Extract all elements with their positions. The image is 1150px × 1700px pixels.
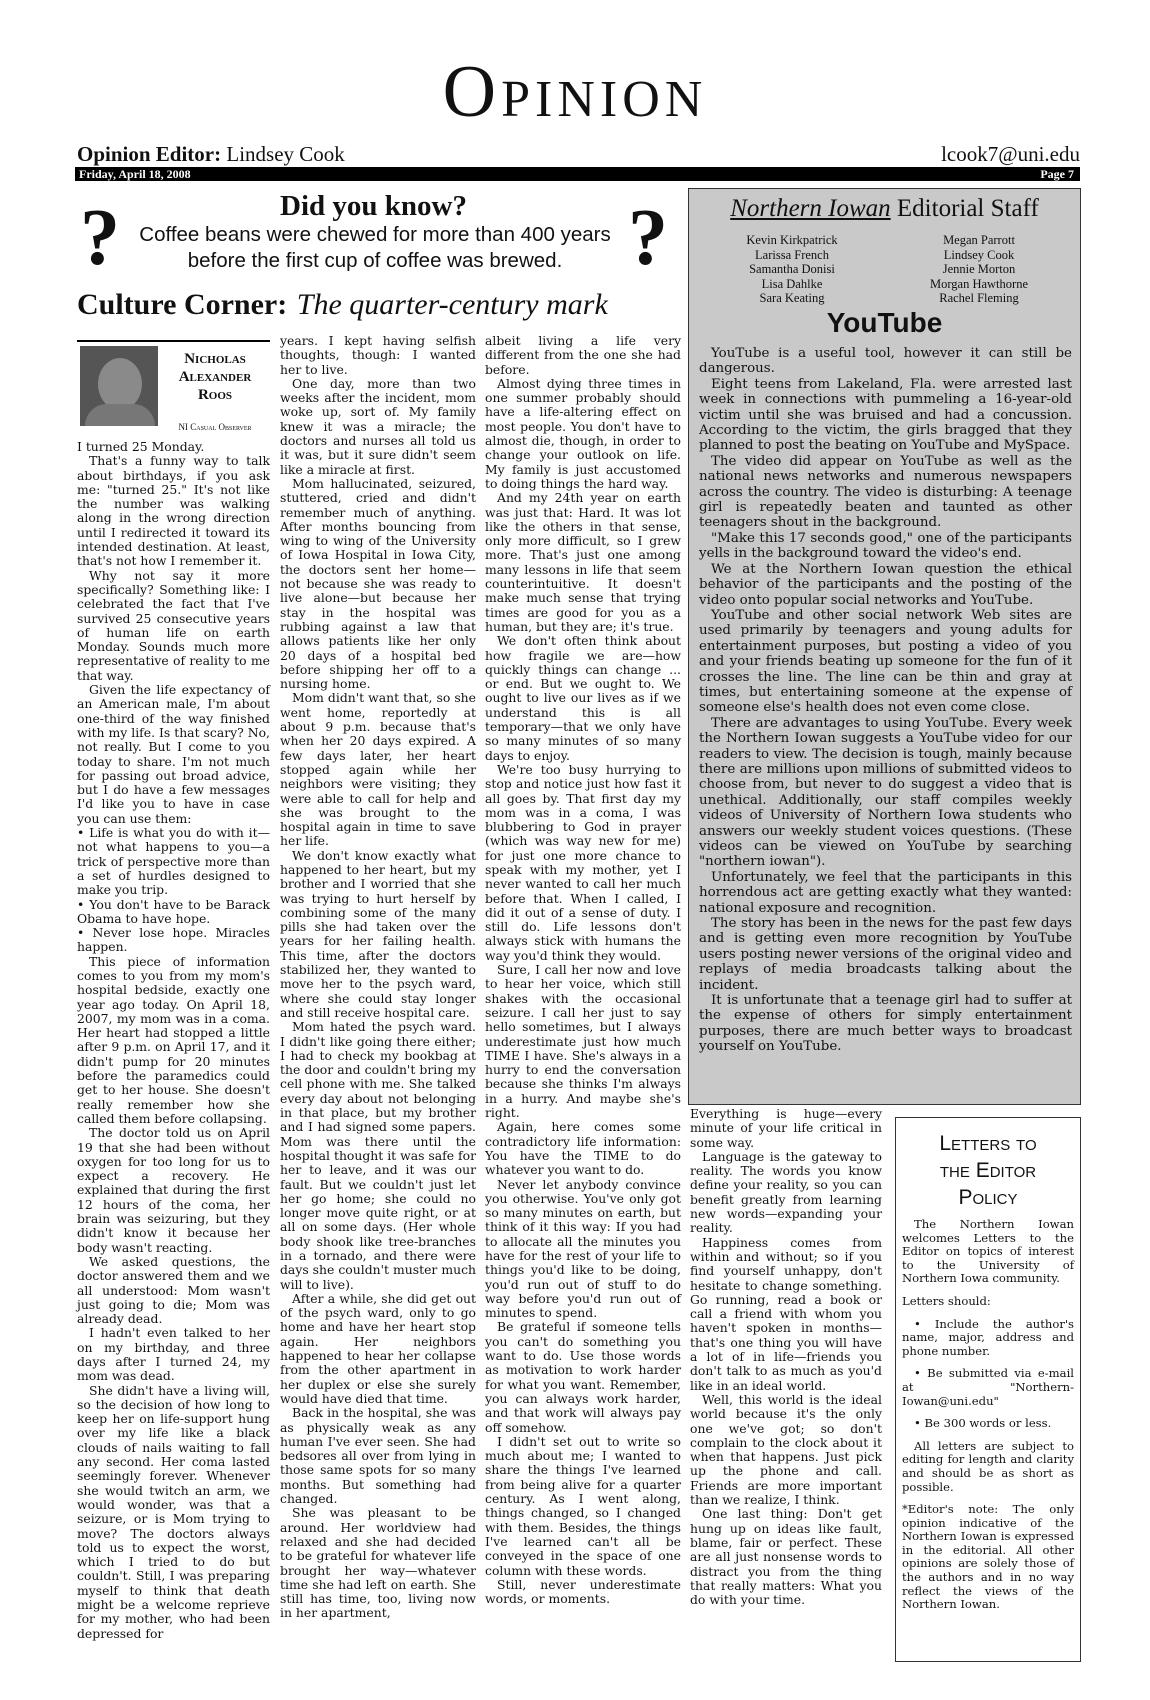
author-byline (77, 340, 270, 440)
article-paragraph: One day, more than two weeks after the incident, mom woke up, sort of. My family knew it was a miracle; the doctors and nurses all told us it was, but it sure didn't seem like a miracle at first. (280, 375, 476, 477)
editorial-paragraph: YouTube and other social network Web sites are used primarily by teenagers and young adults for entertainment purposes, but posting a video of you and your friends beating up someone for the fun of it crosses the line. The line can be thin and gray at times, but entertaining someone at the expense of someone else's health does not even come close. (699, 607, 1072, 716)
article-paragraph: We don't know exactly what happened to her heart, but my brother and I worried that she was trying to hurt herself by combining some of the many pills she had taken over the years for her failing health. This time, after the doctors stabilized her, they wanted to move her to the psych ward, where she could stay longer and still receive hospital care. (280, 847, 476, 1020)
issue-date: Friday, April 18, 2008 (79, 167, 191, 181)
staff-name: Rachel Fleming (939, 291, 1019, 305)
article-bullet: • You don't have to be Barack Obama to have hope. (77, 896, 270, 926)
culture-corner-headline (77, 287, 608, 322)
article-paragraph: albeit living a life very different from the one she had before. (485, 333, 681, 377)
editorial-paragraph: The story has been in the news for the past few days and is getting even more recognition by YouTube users posting newer versions of the original video and replays of media broadcasts talking about the incident. (699, 916, 1072, 993)
did-you-know-line1: Coffee beans were chewed for more than 400 years (139, 223, 611, 246)
author-role: NI Casual Observer (178, 422, 252, 432)
culture-corner-subtitle: The quarter-century mark (296, 288, 608, 321)
article-paragraph: Well, this world is the ideal world because it's the only one we've got; so don't complain to the clock about it when that happens. Just pick up the phone and call. Friends are more important than we realize, I think. (690, 1391, 882, 1508)
article-column-1 (77, 440, 270, 1641)
staff-title-paper: Northern Iowan (730, 195, 891, 222)
culture-corner-label: Culture Corner: (77, 288, 288, 321)
article-paragraph: years. I kept having selfish thoughts, though: I wanted her to live. (280, 333, 476, 377)
article-paragraph: Mom hated the psych ward. I didn't like going there either; I had to check my bookbag at the door and couldn't bring my cell phone with me. She talked every day about not belonging in that place, but my brother and I had signed some papers. Mom was there until the hospital thought it was safe for her to leave, and it was our fault. But we couldn't just let her go home; she could no longer move quite right, or at all on some days. (Her whole body shook like tree-branches in a tornado, and there were days she couldn't muster much will to live). (280, 1019, 476, 1292)
staff-name: Samantha Donisi (749, 262, 835, 276)
article-paragraph: This piece of information comes to you from my mom's hospital bedside, exactly one year ago today. On April 18, 2007, my mom was in a coma. Her heart had stopped a little after 9 p.m. on April 17, and it didn't pump for 20 minutes before the paramedics could get to her house. She doesn't really remember how she called them before collapsing. (77, 953, 270, 1126)
editorial-title: YouTube (826, 307, 943, 338)
letters-intro: The Northern Iowan welcomes Letters to the Editor on topics of interest to the University of Northern Iowa community. (902, 1217, 1074, 1286)
article-paragraph: After a while, she did get out of the psych ward, only to go home and have her heart stop again. Her neighbors happened to hear her collapse from the other apartment in her duplex or else she surely would have died that time. (280, 1290, 476, 1406)
letters-rule: • Include the author's name, major, address and phone number. (902, 1316, 1074, 1358)
article-paragraph: She didn't have a living will, so the decision of how long to keep her on life-support hung over my life like a black clouds of nails waiting to fall any second. Her coma lasted seemingly forever. Whenever she would twitch an arm, we would wonder, was that a seizure, or is Mom trying to move? The doctors always told us to expect the worst, which I tried to do but couldn't. Still, I was preparing myself to think that death might be a welcome reprieve for my mother, who had been depressed for (77, 1382, 270, 1641)
article-paragraph: Happiness comes from within and without; so if you find yourself unhappy, don't hesitate to change something. Go running, read a book or call a friend with whom you haven't spoken in months—that's one thing you will have a lot of in life—friends you don't talk to as much as you'd like in an ideal world. (690, 1234, 882, 1393)
editorial-paragraph: We at the Northern Iowan question the ethical behavior of the participants and the posting of the video onto popular social networks and YouTube. (699, 561, 1072, 608)
editorial-paragraph: The video did appear on YouTube as well as the national news networks and numerous newspapers across the country. The video is disturbing: A teenage girl is repeatedly beaten and taunted as other teenagers shout in the background. (699, 453, 1072, 531)
letters-note: *Editor's note: The only opinion indicative of the Northern Iowan is expressed in the editorial. All other opinions are solely those of the authors and in no way reflect the views of the Northern Iowan. (902, 1502, 1074, 1612)
article-paragraph: Everything is huge—every minute of your life critical in some way. (690, 1106, 882, 1150)
letters-should: Letters should: (902, 1293, 991, 1308)
author-first-name: Nicholas (184, 351, 246, 367)
staff-title-rest: Editorial Staff (896, 195, 1039, 222)
letters-rule: • Be 300 words or less. (914, 1416, 1052, 1431)
editor-credit (77, 142, 345, 167)
editorial-body (699, 346, 1072, 1055)
staff-name: Morgan Hawthorne (929, 276, 1028, 291)
editor-label: Opinion Editor: (77, 142, 222, 166)
letters-policy-box (895, 1117, 1081, 1662)
section-title: Opinion (442, 51, 708, 133)
author-photo (80, 346, 158, 426)
staff-name: Larissa French (755, 247, 829, 262)
letters-title-line1: Letters to (939, 1132, 1037, 1155)
article-paragraph: Mom didn't want that, so she went home, reportedly at about 9 p.m. because that's when her 20 days expired. A few days later, her heart stopped again while her neighbors were visiting; they were able to call for help and she was brought to the hospital again in time to save her life. (280, 690, 476, 849)
article-paragraph: We don't often think about how fragile we are—how quickly things can change ... or end. But we ought to. We ought to live our lives as if we understand this is all temporary—that we only have so many minutes of so many days to enjoy. (485, 633, 681, 763)
author-last-name: Roos (197, 387, 233, 403)
article-column-2 (280, 334, 476, 1621)
question-mark-left: ? (80, 194, 120, 282)
editorial-paragraph: It is unfortunate that a teenage girl had to suffer at the expense of others for simply entertainment purposes, there are much better ways to broadcast yourself on YouTube. (699, 993, 1072, 1055)
article-paragraph: Language is the gateway to reality. The words you know define your reality, so you can benefit greatly from learning new words—expanding your reality. (690, 1148, 882, 1236)
staff-names-left (707, 233, 877, 306)
editor-email: lcook7@uni.edu (941, 142, 1080, 166)
question-mark-right: ? (628, 194, 668, 282)
article-column-4 (690, 1107, 882, 1607)
article-paragraph: Sure, I call her now and love to hear her voice, which still shakes with the occasional seizure. I call her just to say hello sometimes, but I always underestimate just how much TIME I have. She's always in a hurry to end the conversation because she thinks I'm always in a hurry. And maybe she's right. (485, 962, 681, 1121)
date-bar (75, 167, 1080, 181)
author-shoulders (85, 404, 155, 426)
staff-names-right (894, 233, 1064, 306)
article-paragraph: The doctor told us on April 19 that she had been without oxygen for too long for us to expect a recovery. He explained that during the first 12 hours of the coma, her brain was seizuring, but they didn't know it because her body wasn't reacting. (77, 1125, 270, 1255)
staff-name: Lisa Dahlke (761, 276, 823, 291)
article-paragraph: One last thing: Don't get hung up on ideas like fault, blame, fair or perfect. These are all just nonsense words to distract you from the thing that really matters: What you do with your time. (690, 1506, 882, 1608)
staff-name: Jennie Morton (942, 262, 1016, 276)
did-you-know-line2: before the first cup of coffee was brewed. (187, 249, 563, 272)
author-face (98, 358, 142, 410)
article-paragraph: Still, never underestimate words, or moments. (485, 1576, 681, 1607)
author-name (165, 350, 265, 404)
editorial-paragraph: "Make this 17 seconds good," one of the participants yells in the background toward the video's end. (699, 530, 1072, 562)
article-column-3 (485, 334, 681, 1606)
staff-name: Kevin Kirkpatrick (746, 233, 838, 247)
article-paragraph: Back in the hospital, she was as physically weak as any human I've ever seen. She had bedsores all over from lying in those same spots for so many months. But something had changed. (280, 1405, 476, 1507)
letters-rule: • Be submitted via e-mail at "Northern-Iowan@uni.edu" (902, 1366, 1074, 1408)
editorial-paragraph: Unfortunately, we feel that the participants in this horrendous act are getting exactly what they wanted: national exposure and recognition. (699, 869, 1072, 916)
article-paragraph: Never let anybody convince you otherwise. You've only got so many minutes on earth, but think of it this way: If you had to allocate all the minutes you have for the rest of your life to things you'd like to be doing, you'd run out of stuff to do way before you'd run out of minutes to spend. (485, 1176, 681, 1321)
byline-rule (77, 340, 270, 342)
article-paragraph: Given the life expectancy of an American male, I'm about one-third of the way finished with my life. Is that scary? No, not really. But I come to you today to share. I'm not much for passing out broad advice, but I do have a few messages I'd like you to have in case you can use them: (77, 682, 270, 826)
editorial-paragraph: Eight teens from Lakeland, Fla. were arrested last week in connections with pummeling a 16-year-old victim until she was bruised and had a concussion. According to the victim, the girls bragged that they planned to post the beating on YouTube and MySpace. (699, 376, 1072, 454)
article-paragraph: She was pleasant to be around. Her worldview had relaxed and she had decided to be grateful for whatever life brought her way—whatever time she had left on earth. She still has time, too, living now in her apartment, (280, 1505, 476, 1621)
page-number: Page 7 (1040, 167, 1074, 181)
letters-policy-body (902, 1218, 1074, 1621)
staff-name: Sara Keating (759, 291, 825, 305)
letters-policy-title (896, 1130, 1080, 1211)
editorial-staff-title (689, 195, 1080, 223)
article-paragraph: Be grateful if someone tells you can't do something you want to do. Use those words as motivation to work harder for what you want. Remember, you can always work harder, and that work will always pay off somehow. (485, 1319, 681, 1435)
did-you-know-title: Did you know? (280, 190, 467, 222)
article-bullet: • Life is what you do with it—not what happens to you—a trick of perspective more than a set of hurdles designed to make you trip. (77, 825, 270, 898)
article-paragraph: That's a funny way to talk about birthdays, if you ask me: "turned 25." It's not like the number was walking along in the wrong direction until I redirected it toward its intended destination. At least, that's not how I remember it. (77, 453, 270, 569)
author-middle-name: Alexander (178, 369, 252, 385)
did-you-know-text (125, 222, 625, 274)
article-paragraph: We're too busy hurrying to stop and notice just how fast it all goes by. That first day my mom was in a coma, I was blubbering to God in prayer (which was way new for me) for just one more chance to speak with my mother, yet I never wanted to call her much before that. When I called, I did it out of a sense of duty. I still do. Life lessons don't always stick with humans the way you'd think they would. (485, 761, 681, 963)
editorial-box (688, 188, 1081, 1105)
article-paragraph: Why not say it more specifically? Something like: I celebrated the fact that I've survived 25 consecutive years of human life on earth Monday. Sounds much more representative of reality to me that way. (77, 567, 270, 683)
article-paragraph: I hadn't even talked to her on my birthday, and three days after I turned 24, my mom was dead. (77, 1325, 270, 1384)
article-bullet: • Never lose hope. Miracles happen. (77, 925, 270, 955)
letters-title-line3: Policy (958, 1186, 1018, 1209)
article-paragraph: And my 24th year on earth was just that: Hard. It was lot like the others in that sense, only more difficult, so I grew more. That's just one among many lessons in life that seem counterintuitive. It doesn't make much sense that trying times are good for you as a human, but they are; it's true. (485, 490, 681, 634)
staff-name: Megan Parrott (943, 233, 1015, 247)
letters-title-line2: the Editor (939, 1159, 1037, 1182)
article-paragraph: Almost dying three times in one summer probably should have a life-altering effect on most people. You don't have to almost die, though, in order to change your outlook on life. My family is just accustomed to doing things the hard way. (485, 375, 681, 491)
editorial-paragraph: There are advantages to using YouTube. Every week the Northern Iowan suggests a YouTube video for our readers to view. The decision is tough, mainly because there are millions upon millions of submitted videos to choose from, but never to do suggest a video that is unethical. Additionally, our staff compiles weekly videos of University of Northern Iowa students who answers our weekly student voices questions. (These videos can be viewed on YouTube by searching "northern iowan"). (699, 715, 1072, 870)
editorial-paragraph: YouTube is a useful tool, however it can still be dangerous. (699, 346, 1072, 377)
article-paragraph: I didn't set out to write so much about me; I wanted to share the things I've learned from being alive for a quarter century. As I went along, things changed, so I changed with them. Besides, the things I've learned can't all be conveyed in the space of one column with these words. (485, 1433, 681, 1578)
letters-subject: All letters are subject to editing for length and clarity and should be as short as possible. (902, 1438, 1074, 1494)
article-paragraph: Mom hallucinated, seizured, stuttered, cried and didn't remember much of anything. After months bouncing from wing to wing of the University of Iowa Hospital in Iowa City, the doctors sent her home—not because she was ready to live alone—but because her stay in the hospital was rubbing against a law that allows patients like her only 20 days of a hospital bed before shipping her off to a nursing home. (280, 475, 476, 692)
article-paragraph: We asked questions, the doctor answered them and we all understood: Mom wasn't just going to die; Mom was already dead. (77, 1253, 270, 1327)
article-paragraph: I turned 25 Monday. (77, 439, 205, 454)
staff-name: Lindsey Cook (943, 247, 1015, 262)
article-paragraph: Again, here comes some contradictory life information: You have the TIME to do whatever you want to do. (485, 1119, 681, 1178)
editor-name: Lindsey Cook (226, 142, 345, 166)
